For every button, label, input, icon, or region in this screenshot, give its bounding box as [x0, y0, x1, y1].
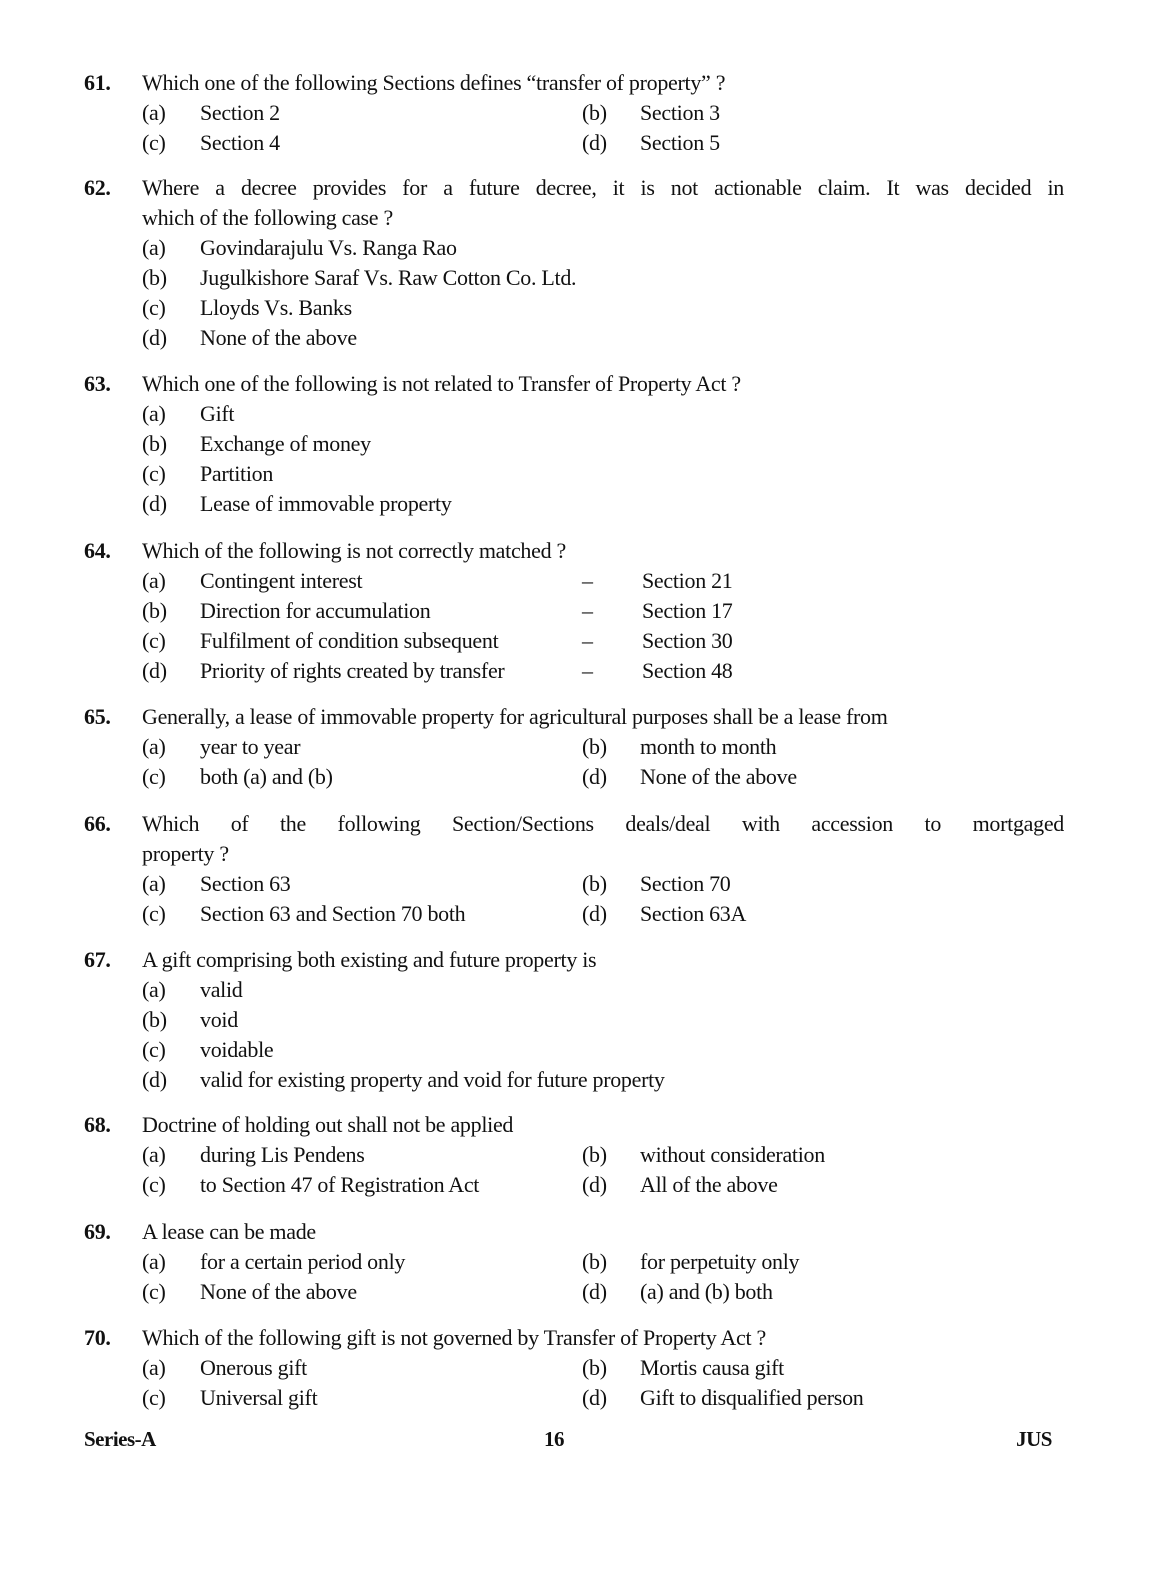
- option-text: Contingent interest: [200, 568, 363, 593]
- option-text: Fulfilment of condition subsequent: [200, 628, 499, 653]
- option-text: Gift to disqualified person: [640, 1385, 864, 1410]
- option-label: (d): [582, 1172, 607, 1197]
- option-label: (a): [142, 568, 166, 593]
- option-text: Lloyds Vs. Banks: [200, 295, 352, 320]
- option-d: [582, 1170, 1022, 1200]
- option-text: Section 63A: [640, 901, 747, 926]
- option-label: (b): [582, 871, 607, 896]
- option-text: Section 2: [200, 100, 280, 125]
- question-68: [84, 1110, 1064, 1200]
- option-b: [142, 596, 1064, 626]
- option-b: [582, 1140, 1022, 1170]
- option-text: All of the above: [640, 1172, 778, 1197]
- option-label: (b): [142, 431, 167, 456]
- option-label: (a): [142, 235, 166, 260]
- option-c: [142, 1383, 582, 1413]
- option-text: Jugulkishore Saraf Vs. Raw Cotton Co. Ltd.: [200, 265, 577, 290]
- option-label: (b): [582, 1142, 607, 1167]
- option-label: (b): [582, 1355, 607, 1380]
- option-text: Onerous gift: [200, 1355, 307, 1380]
- option-label: (a): [142, 1249, 166, 1274]
- question-62: [84, 173, 1064, 353]
- question-64: [84, 536, 1064, 686]
- option-label: (c): [142, 1279, 166, 1304]
- option-a: [142, 399, 1064, 429]
- option-label: (d): [582, 1385, 607, 1410]
- option-label: (a): [142, 977, 166, 1002]
- option-b: [582, 1247, 1022, 1277]
- option-label: (d): [582, 1279, 607, 1304]
- option-c: [142, 1035, 1064, 1065]
- option-a: [142, 1353, 582, 1383]
- option-label: (a): [142, 1355, 166, 1380]
- question-text: Where a decree provides for a future decree, it is not actionable claim. It was decided in: [142, 175, 1064, 200]
- option-d: [582, 1383, 1022, 1413]
- page-footer: [84, 1427, 1052, 1452]
- option-d: [142, 656, 1064, 686]
- option-text: for perpetuity only: [640, 1249, 800, 1274]
- option-c: [142, 626, 1064, 656]
- question-text: Generally, a lease of immovable property for agricultural purposes shall be a lease from: [142, 704, 888, 729]
- option-label: (b): [582, 1249, 607, 1274]
- option-d: [142, 323, 1064, 353]
- option-b: [582, 869, 1022, 899]
- option-text: Section 5: [640, 130, 720, 155]
- option-label: (a): [142, 734, 166, 759]
- option-text: void: [200, 1007, 238, 1032]
- match-dash: –: [582, 658, 593, 683]
- option-label: (c): [142, 1172, 166, 1197]
- option-label: (b): [582, 100, 607, 125]
- question-61: [84, 68, 1064, 158]
- question-number: 70.: [84, 1325, 111, 1350]
- question-text: Which of the following Section/Sections deals/deal with accession to mortgaged: [142, 811, 1064, 836]
- question-text-continued: which of the following case ?: [142, 205, 393, 230]
- question-number: 61.: [84, 70, 111, 95]
- question-number: 65.: [84, 704, 111, 729]
- question-67: [84, 945, 1064, 1095]
- option-label: (c): [142, 764, 166, 789]
- option-d: [582, 128, 1022, 158]
- option-text: None of the above: [200, 325, 357, 350]
- subject-code: JUS: [1016, 1427, 1052, 1451]
- option-c: [142, 1170, 582, 1200]
- option-c: [142, 1277, 582, 1307]
- question-number: 67.: [84, 947, 111, 972]
- option-c: [142, 293, 1064, 323]
- question-69: [84, 1217, 1064, 1307]
- option-text: for a certain period only: [200, 1249, 406, 1274]
- match-value: Section 48: [642, 658, 733, 683]
- option-a: [142, 975, 1064, 1005]
- option-text: None of the above: [640, 764, 797, 789]
- option-label: (d): [142, 1067, 167, 1092]
- question-text: Which one of the following is not related to Transfer of Property Act ?: [142, 371, 741, 396]
- option-label: (d): [142, 491, 167, 516]
- option-a: [142, 1247, 582, 1277]
- option-label: (d): [142, 325, 167, 350]
- option-b: [142, 1005, 1064, 1035]
- question-number: 64.: [84, 538, 111, 563]
- option-text: Partition: [200, 461, 274, 486]
- question-text: Which one of the following Sections defines “transfer of property” ?: [142, 70, 726, 95]
- match-dash: –: [582, 628, 593, 653]
- option-text: both (a) and (b): [200, 764, 333, 789]
- option-label: (c): [142, 1385, 166, 1410]
- question-text: Which of the following gift is not governed by Transfer of Property Act ?: [142, 1325, 766, 1350]
- option-text: Govindarajulu Vs. Ranga Rao: [200, 235, 457, 260]
- question-text: Doctrine of holding out shall not be applied: [142, 1112, 514, 1137]
- option-text: valid for existing property and void for future property: [200, 1067, 665, 1092]
- question-66: [84, 809, 1064, 929]
- option-text: year to year: [200, 734, 301, 759]
- option-d: [582, 762, 1022, 792]
- question-63: [84, 369, 1064, 519]
- option-b: [582, 1353, 1022, 1383]
- option-label: (d): [582, 130, 607, 155]
- option-text: Section 63 and Section 70 both: [200, 901, 466, 926]
- option-d: [582, 1277, 1022, 1307]
- question-70: [84, 1323, 1064, 1413]
- option-a: [142, 566, 1064, 596]
- option-label: (a): [142, 100, 166, 125]
- option-c: [142, 899, 582, 929]
- option-label: (a): [142, 871, 166, 896]
- option-a: [142, 732, 582, 762]
- question-text-continued: property ?: [142, 841, 229, 866]
- match-dash: –: [582, 568, 593, 593]
- option-d: [142, 489, 1064, 519]
- option-label: (b): [582, 734, 607, 759]
- option-b: [142, 263, 1064, 293]
- match-value: Section 17: [642, 598, 733, 623]
- option-label: (a): [142, 1142, 166, 1167]
- option-c: [142, 128, 582, 158]
- option-text: Section 70: [640, 871, 731, 896]
- option-b: [582, 98, 1022, 128]
- option-label: (c): [142, 130, 166, 155]
- option-label: (c): [142, 628, 166, 653]
- option-c: [142, 762, 582, 792]
- question-65: [84, 702, 1064, 792]
- option-label: (c): [142, 1037, 166, 1062]
- option-a: [142, 869, 582, 899]
- option-text: Section 63: [200, 871, 291, 896]
- option-text: to Section 47 of Registration Act: [200, 1172, 480, 1197]
- option-text: Mortis causa gift: [640, 1355, 784, 1380]
- option-text: during Lis Pendens: [200, 1142, 365, 1167]
- option-label: (d): [582, 764, 607, 789]
- option-text: voidable: [200, 1037, 274, 1062]
- match-dash: –: [582, 598, 593, 623]
- option-label: (c): [142, 295, 166, 320]
- option-label: (b): [142, 598, 167, 623]
- option-a: [142, 1140, 582, 1170]
- question-number: 69.: [84, 1219, 111, 1244]
- page-number: 16: [544, 1427, 564, 1451]
- option-text: Lease of immovable property: [200, 491, 452, 516]
- match-value: Section 21: [642, 568, 733, 593]
- option-text: Section 4: [200, 130, 280, 155]
- option-label: (a): [142, 401, 166, 426]
- option-text: month to month: [640, 734, 777, 759]
- option-a: [142, 233, 1064, 263]
- option-text: (a) and (b) both: [640, 1279, 773, 1304]
- question-text: Which of the following is not correctly matched ?: [142, 538, 566, 563]
- option-text: None of the above: [200, 1279, 357, 1304]
- option-a: [142, 98, 582, 128]
- question-number: 66.: [84, 811, 111, 836]
- option-b: [582, 732, 1022, 762]
- question-number: 63.: [84, 371, 111, 396]
- option-text: Direction for accumulation: [200, 598, 431, 623]
- option-label: (c): [142, 901, 166, 926]
- option-c: [142, 459, 1064, 489]
- series-label: Series-A: [84, 1427, 156, 1451]
- option-text: valid: [200, 977, 243, 1002]
- option-text: without consideration: [640, 1142, 825, 1167]
- option-label: (c): [142, 461, 166, 486]
- option-label: (d): [582, 901, 607, 926]
- option-text: Gift: [200, 401, 235, 426]
- option-label: (b): [142, 265, 167, 290]
- option-d: [582, 899, 1022, 929]
- option-text: Section 3: [640, 100, 720, 125]
- option-text: Universal gift: [200, 1385, 318, 1410]
- option-label: (d): [142, 658, 167, 683]
- option-b: [142, 429, 1064, 459]
- option-text: Exchange of money: [200, 431, 371, 456]
- question-text: A gift comprising both existing and future property is: [142, 947, 597, 972]
- option-text: Priority of rights created by transfer: [200, 658, 505, 683]
- question-text: A lease can be made: [142, 1219, 316, 1244]
- question-number: 62.: [84, 175, 111, 200]
- option-label: (b): [142, 1007, 167, 1032]
- match-value: Section 30: [642, 628, 733, 653]
- option-d: [142, 1065, 1064, 1095]
- question-number: 68.: [84, 1112, 111, 1137]
